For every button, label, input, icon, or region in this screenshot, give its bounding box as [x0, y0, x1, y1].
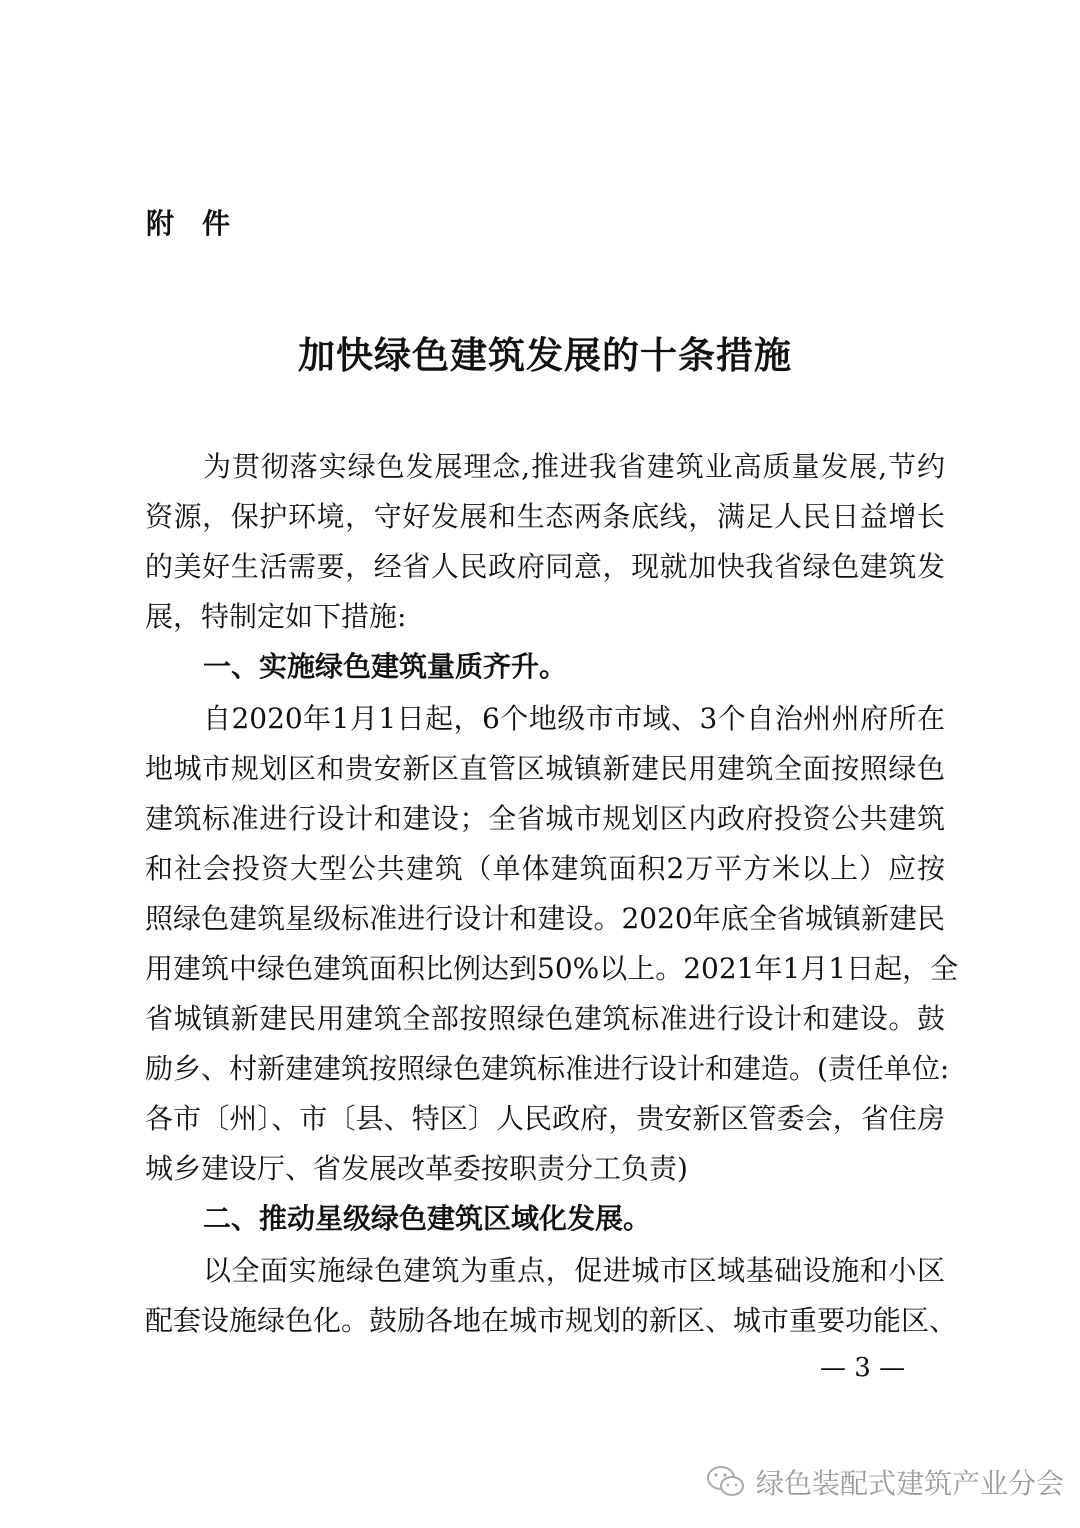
- wechat-icon: [706, 1464, 746, 1500]
- paragraph-line: 配套设施绿色化。鼓励各地在城市规划的新区、城市重要功能区、: [145, 1304, 958, 1337]
- paragraph-line: 资源，保护环境，守好发展和生态两条底线，满足人民日益增长: [145, 500, 945, 533]
- paragraph-line: 展，特制定如下措施:: [145, 600, 407, 633]
- watermark-text: 绿色装配式建筑产业分会: [756, 1467, 1065, 1500]
- paragraph-line: 为贯彻落实绿色发展理念,推进我省建筑业高质量发展,节约: [203, 450, 945, 483]
- paragraph-line: 地城市规划区和贵安新区直管区城镇新建民用建筑全面按照绿色: [145, 752, 945, 785]
- attachment-label: 附件: [146, 207, 259, 240]
- paragraph-line: 照绿色建筑星级标准进行设计和建设。2020年底全省城镇新建民: [145, 902, 945, 935]
- section-heading: 二、推动星级绿色建筑区域化发展。: [203, 1202, 652, 1235]
- paragraph-line: 以全面实施绿色建筑为重点，促进城市区域基础设施和小区: [203, 1254, 945, 1287]
- page-number: — 3 —: [820, 1353, 906, 1383]
- document-body: [145, 447, 959, 1351]
- paragraph-line: 各市〔州〕、市〔县、特区〕人民政府，贵安新区管委会，省住房: [145, 1102, 945, 1135]
- paragraph-line: 的美好生活需要，经省人民政府同意，现就加快我省绿色建筑发: [145, 550, 945, 583]
- paragraph-line: 城乡建设厅、省发展改革委按职责分工负责): [145, 1152, 688, 1185]
- document-title: 加快绿色建筑发展的十条措施: [298, 333, 792, 377]
- paragraph-line: 和社会投资大型公共建筑（单体建筑面积2万平方米以上）应按: [145, 852, 945, 885]
- paragraph-line: 自2020年1月1日起，6个地级市市域、3个自治州州府所在: [203, 702, 945, 735]
- paragraph-line: 用建筑中绿色建筑面积比例达到50%以上。2021年1月1日起，全: [145, 952, 959, 985]
- section-heading: 一、实施绿色建筑量质齐升。: [203, 650, 568, 683]
- watermark: [706, 1462, 1064, 1502]
- paragraph-line: 建筑标准进行设计和建设；全省城市规划区内政府投资公共建筑: [145, 802, 945, 835]
- paragraph-line: 励乡、村新建建筑按照绿色建筑标准进行设计和建造。(责任单位:: [145, 1052, 950, 1085]
- paragraph-line: 省城镇新建民用建筑全部按照绿色建筑标准进行设计和建设。鼓: [145, 1002, 945, 1035]
